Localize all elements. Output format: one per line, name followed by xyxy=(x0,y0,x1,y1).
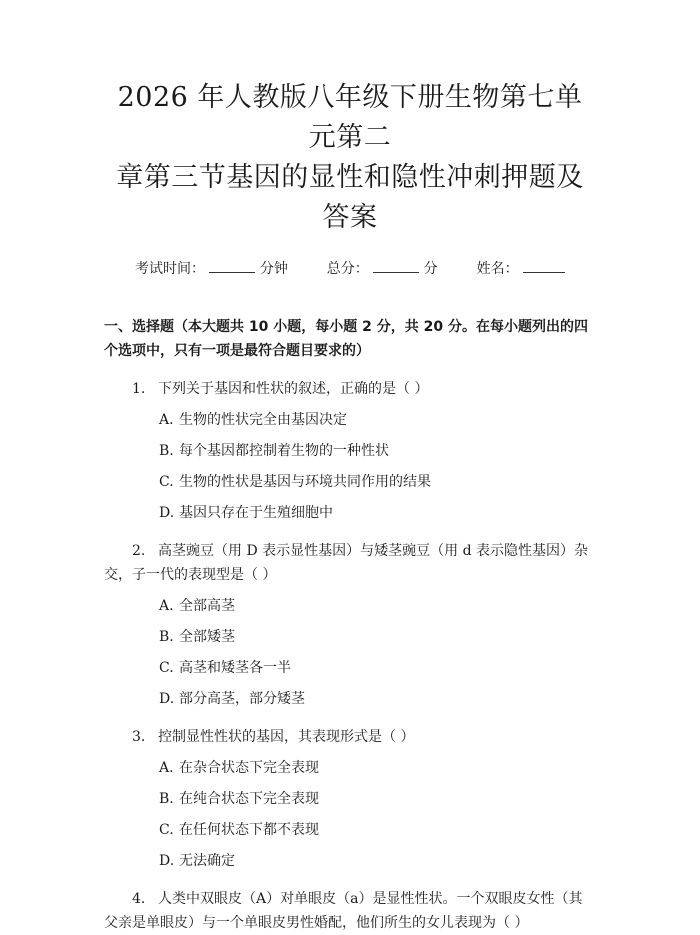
option-a xyxy=(104,594,596,618)
option-text: 全部矮茎 xyxy=(179,629,235,645)
score-unit: 分 xyxy=(423,261,438,277)
score-label: 总分： xyxy=(326,261,369,277)
name-blank xyxy=(523,258,565,273)
option-d xyxy=(104,501,596,525)
option-letter: B. xyxy=(159,443,174,459)
question-1 xyxy=(104,377,596,401)
option-c xyxy=(104,656,596,680)
option-letter: D. xyxy=(159,505,175,521)
option-a xyxy=(104,756,596,780)
option-c xyxy=(104,818,596,842)
option-letter: C. xyxy=(159,474,174,490)
question-1-options xyxy=(104,408,596,525)
time-unit: 分钟 xyxy=(259,261,288,277)
option-text: 在纯合状态下完全表现 xyxy=(179,791,319,807)
question-4 xyxy=(104,887,596,935)
question-number: 4. xyxy=(132,891,146,907)
question-2 xyxy=(104,539,596,587)
option-b xyxy=(104,787,596,811)
option-text: 生物的性状是基因与环境共同作用的结果 xyxy=(179,474,431,490)
option-letter: B. xyxy=(159,791,174,807)
option-text: 基因只存在于生殖细胞中 xyxy=(179,505,333,521)
option-letter: A. xyxy=(159,760,174,776)
option-b xyxy=(104,625,596,649)
time-label: 考试时间： xyxy=(134,261,205,277)
option-b xyxy=(104,439,596,463)
option-letter: C. xyxy=(159,822,174,838)
option-a xyxy=(104,408,596,432)
question-number: 1. xyxy=(132,381,146,397)
option-text: 在杂合状态下完全表现 xyxy=(179,760,319,776)
option-letter: C. xyxy=(159,660,174,676)
option-letter: D. xyxy=(159,853,175,869)
question-2-options xyxy=(104,594,596,711)
option-letter: A. xyxy=(159,412,174,428)
option-text: 在任何状态下都不表现 xyxy=(179,822,319,838)
option-text: 全部高茎 xyxy=(179,598,235,614)
option-text: 每个基因都控制着生物的一种性状 xyxy=(179,443,389,459)
score-blank xyxy=(373,258,419,273)
question-number: 2. xyxy=(132,543,146,559)
exam-title-line2: 章第三节基因的显性和隐性冲刺押题及答案 xyxy=(116,162,584,233)
option-d xyxy=(104,849,596,873)
option-d xyxy=(104,687,596,711)
option-text: 无法确定 xyxy=(179,853,235,869)
exam-title xyxy=(104,78,596,238)
option-c xyxy=(104,470,596,494)
option-text: 生物的性状完全由基因决定 xyxy=(179,412,347,428)
section-heading: 一、选择题（本大题共 10 小题，每小题 2 分，共 20 分。在每小题列出的四个选项中，只有一项是最符合题目要求的） xyxy=(104,319,588,359)
name-label: 姓名： xyxy=(476,261,519,277)
question-stem: 下列关于基因和性状的叙述，正确的是（ ） xyxy=(158,381,429,397)
question-stem: 人类中双眼皮（A）对单眼皮（a）是显性性状。一个双眼皮女性（其父亲是单眼皮）与一个单眼皮男性婚配，他们所生的女儿表现为（ ） xyxy=(104,891,583,931)
exam-title-line1: 2026 年人教版八年级下册生物第七单元第二 xyxy=(117,82,583,153)
question-3-options xyxy=(104,756,596,873)
time-blank xyxy=(209,258,255,273)
question-number: 3. xyxy=(132,729,146,745)
exam-meta xyxy=(104,258,596,279)
option-letter: B. xyxy=(159,629,174,645)
option-letter: A. xyxy=(159,598,174,614)
option-letter: D. xyxy=(159,691,175,707)
question-3 xyxy=(104,725,596,749)
question-stem: 高茎豌豆（用 D 表示显性基因）与矮茎豌豆（用 d 表示隐性基因）杂交，子一代的表现型是（ ） xyxy=(104,543,588,583)
question-stem: 控制显性性状的基因，其表现形式是（ ） xyxy=(158,729,415,745)
option-text: 高茎和矮茎各一半 xyxy=(179,660,291,676)
option-text: 部分高茎，部分矮茎 xyxy=(179,691,305,707)
